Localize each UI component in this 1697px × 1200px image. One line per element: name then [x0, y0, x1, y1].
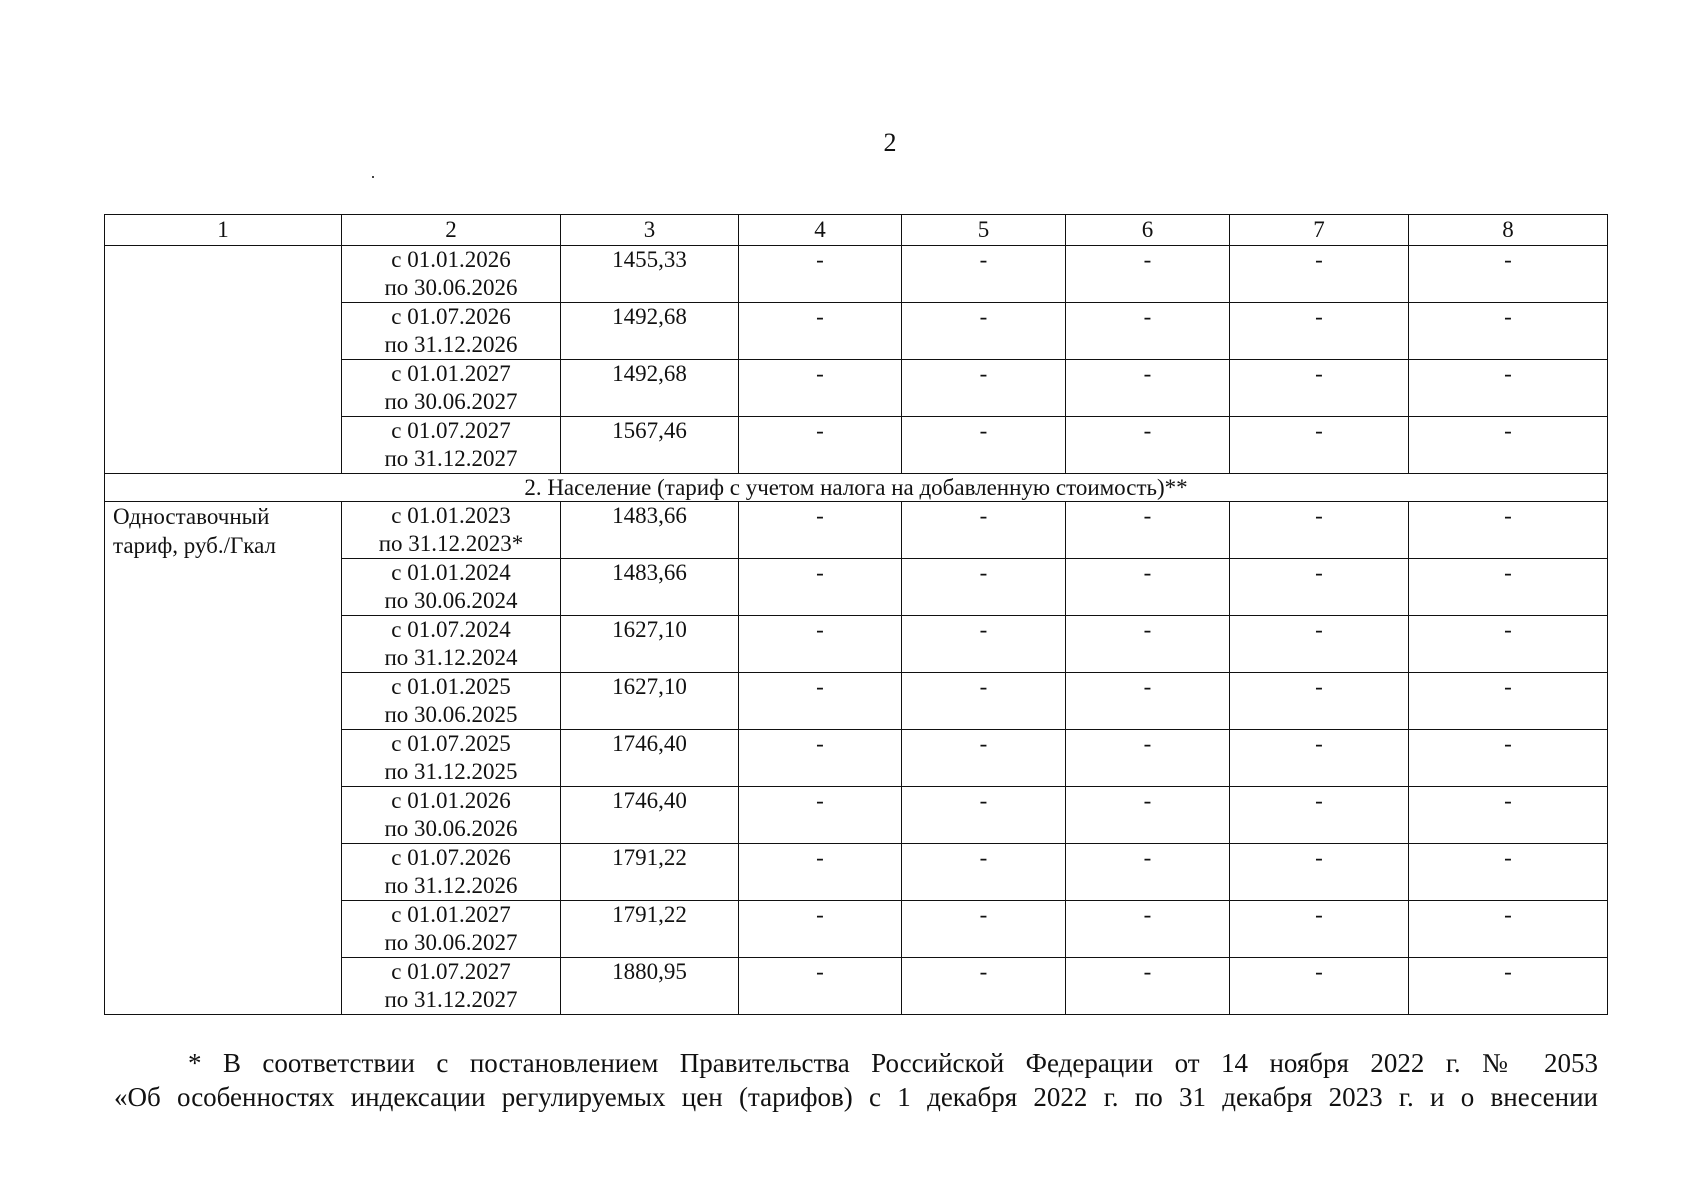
period-from: с 01.07.2026	[391, 845, 511, 870]
period-from: с 01.07.2024	[391, 617, 511, 642]
col8-value: -	[1409, 730, 1608, 787]
page-number: 2	[883, 128, 897, 157]
period-to: по 31.12.2023*	[378, 531, 524, 556]
col6-value: -	[1066, 958, 1230, 1015]
period-from: с 01.01.2025	[391, 674, 511, 699]
col4-value: -	[739, 787, 902, 844]
col5-value: -	[902, 616, 1066, 673]
col8-value: -	[1409, 787, 1608, 844]
column-header-3: 3	[561, 215, 739, 246]
period-to: по 31.12.2027	[384, 987, 518, 1012]
tariff-type-label-line1: Одноставочный	[113, 504, 270, 529]
period-cell	[342, 502, 561, 559]
col5-value: -	[902, 502, 1066, 559]
period-to: по 31.12.2026	[384, 873, 518, 898]
scan-speck	[372, 176, 374, 178]
tariff-value: 1627,10	[561, 673, 739, 730]
period-cell	[342, 246, 561, 303]
column-header-4: 4	[739, 215, 902, 246]
tariff-value: 1483,66	[561, 502, 739, 559]
col4-value: -	[739, 360, 902, 417]
col8-value: -	[1409, 958, 1608, 1015]
col4-value: -	[739, 417, 902, 474]
period-cell	[342, 417, 561, 474]
col5-value: -	[902, 246, 1066, 303]
col4-value: -	[739, 559, 902, 616]
footnote	[114, 1046, 1598, 1114]
col6-value: -	[1066, 417, 1230, 474]
footnote-line-2: «Об особенностях индексации регулируемых цен (тарифов) с 1 декабря 2022 г. по 31 декабря 2023 г. и о внесении	[114, 1082, 1598, 1112]
col7-value: -	[1230, 417, 1409, 474]
tariff-value: 1880,95	[561, 958, 739, 1015]
col8-value: -	[1409, 559, 1608, 616]
col4-value: -	[739, 901, 902, 958]
period-to: по 30.06.2026	[384, 816, 518, 841]
col7-value: -	[1230, 559, 1409, 616]
col7-value: -	[1230, 844, 1409, 901]
period-cell	[342, 303, 561, 360]
footnote-line-1: * В соответствии с постановлением Правительства Российской Федерации от 14 ноября 2022 г. № 2053	[188, 1048, 1598, 1078]
tariff-value: 1791,22	[561, 844, 739, 901]
col8-value: -	[1409, 673, 1608, 730]
col5-value: -	[902, 730, 1066, 787]
tariff-value: 1483,66	[561, 559, 739, 616]
period-from: с 01.01.2023	[391, 503, 511, 528]
col6-value: -	[1066, 787, 1230, 844]
period-to: по 30.06.2024	[384, 588, 518, 613]
col5-value: -	[902, 360, 1066, 417]
col7-value: -	[1230, 502, 1409, 559]
col8-value: -	[1409, 417, 1608, 474]
period-cell	[342, 901, 561, 958]
col6-value: -	[1066, 559, 1230, 616]
column-header-2: 2	[342, 215, 561, 246]
col7-value: -	[1230, 303, 1409, 360]
col8-value: -	[1409, 901, 1608, 958]
period-to: по 31.12.2024	[384, 645, 518, 670]
period-from: с 01.07.2025	[391, 731, 511, 756]
col6-value: -	[1066, 246, 1230, 303]
period-from: с 01.01.2024	[391, 560, 511, 585]
col6-value: -	[1066, 901, 1230, 958]
col5-value: -	[902, 787, 1066, 844]
col7-value: -	[1230, 958, 1409, 1015]
col7-value: -	[1230, 787, 1409, 844]
section-title: 2. Население (тариф с учетом налога на добавленную стоимость)**	[105, 474, 1608, 502]
col8-value: -	[1409, 303, 1608, 360]
group1-label-cell	[105, 246, 342, 474]
col7-value: -	[1230, 730, 1409, 787]
col6-value: -	[1066, 844, 1230, 901]
tariff-table	[104, 214, 1608, 1015]
tariff-type-label	[105, 502, 342, 1015]
col8-value: -	[1409, 844, 1608, 901]
tariff-value: 1455,33	[561, 246, 739, 303]
col6-value: -	[1066, 502, 1230, 559]
col7-value: -	[1230, 901, 1409, 958]
col5-value: -	[902, 844, 1066, 901]
table-row	[105, 502, 1608, 559]
period-cell	[342, 844, 561, 901]
col6-value: -	[1066, 616, 1230, 673]
col6-value: -	[1066, 303, 1230, 360]
tariff-value: 1492,68	[561, 303, 739, 360]
col5-value: -	[902, 417, 1066, 474]
period-to: по 31.12.2027	[384, 446, 518, 471]
col7-value: -	[1230, 616, 1409, 673]
tariff-value: 1492,68	[561, 360, 739, 417]
column-header-1: 1	[105, 215, 342, 246]
col4-value: -	[739, 303, 902, 360]
section-row	[105, 474, 1608, 502]
tariff-value: 1746,40	[561, 730, 739, 787]
col5-value: -	[902, 673, 1066, 730]
col5-value: -	[902, 303, 1066, 360]
period-cell	[342, 559, 561, 616]
col8-value: -	[1409, 360, 1608, 417]
period-to: по 31.12.2025	[384, 759, 518, 784]
period-from: с 01.01.2027	[391, 361, 511, 386]
col4-value: -	[739, 246, 902, 303]
period-from: с 01.01.2026	[391, 788, 511, 813]
period-cell	[342, 673, 561, 730]
col5-value: -	[902, 958, 1066, 1015]
period-from: с 01.01.2026	[391, 247, 511, 272]
period-cell	[342, 360, 561, 417]
col7-value: -	[1230, 246, 1409, 303]
col4-value: -	[739, 502, 902, 559]
period-to: по 30.06.2027	[384, 930, 518, 955]
period-from: с 01.01.2027	[391, 902, 511, 927]
col8-value: -	[1409, 246, 1608, 303]
column-header-5: 5	[902, 215, 1066, 246]
col4-value: -	[739, 844, 902, 901]
col6-value: -	[1066, 730, 1230, 787]
table-header-row	[105, 215, 1608, 246]
col5-value: -	[902, 559, 1066, 616]
col7-value: -	[1230, 360, 1409, 417]
tariff-type-label-line2: тариф, руб./Гкал	[113, 533, 276, 558]
col7-value: -	[1230, 673, 1409, 730]
col8-value: -	[1409, 502, 1608, 559]
col6-value: -	[1066, 673, 1230, 730]
period-from: с 01.07.2027	[391, 959, 511, 984]
period-cell	[342, 616, 561, 673]
period-cell	[342, 730, 561, 787]
tariff-value: 1567,46	[561, 417, 739, 474]
period-from: с 01.07.2027	[391, 418, 511, 443]
period-to: по 30.06.2025	[384, 702, 518, 727]
col4-value: -	[739, 958, 902, 1015]
period-to: по 30.06.2026	[384, 275, 518, 300]
tariff-value: 1746,40	[561, 787, 739, 844]
column-header-6: 6	[1066, 215, 1230, 246]
column-header-8: 8	[1409, 215, 1608, 246]
col4-value: -	[739, 616, 902, 673]
column-header-7: 7	[1230, 215, 1409, 246]
tariff-value: 1791,22	[561, 901, 739, 958]
table-row	[105, 246, 1608, 303]
period-from: с 01.07.2026	[391, 304, 511, 329]
period-cell	[342, 787, 561, 844]
tariff-value: 1627,10	[561, 616, 739, 673]
col4-value: -	[739, 673, 902, 730]
period-cell	[342, 958, 561, 1015]
col5-value: -	[902, 901, 1066, 958]
period-to: по 31.12.2026	[384, 332, 518, 357]
col8-value: -	[1409, 616, 1608, 673]
col6-value: -	[1066, 360, 1230, 417]
col4-value: -	[739, 730, 902, 787]
period-to: по 30.06.2027	[384, 389, 518, 414]
